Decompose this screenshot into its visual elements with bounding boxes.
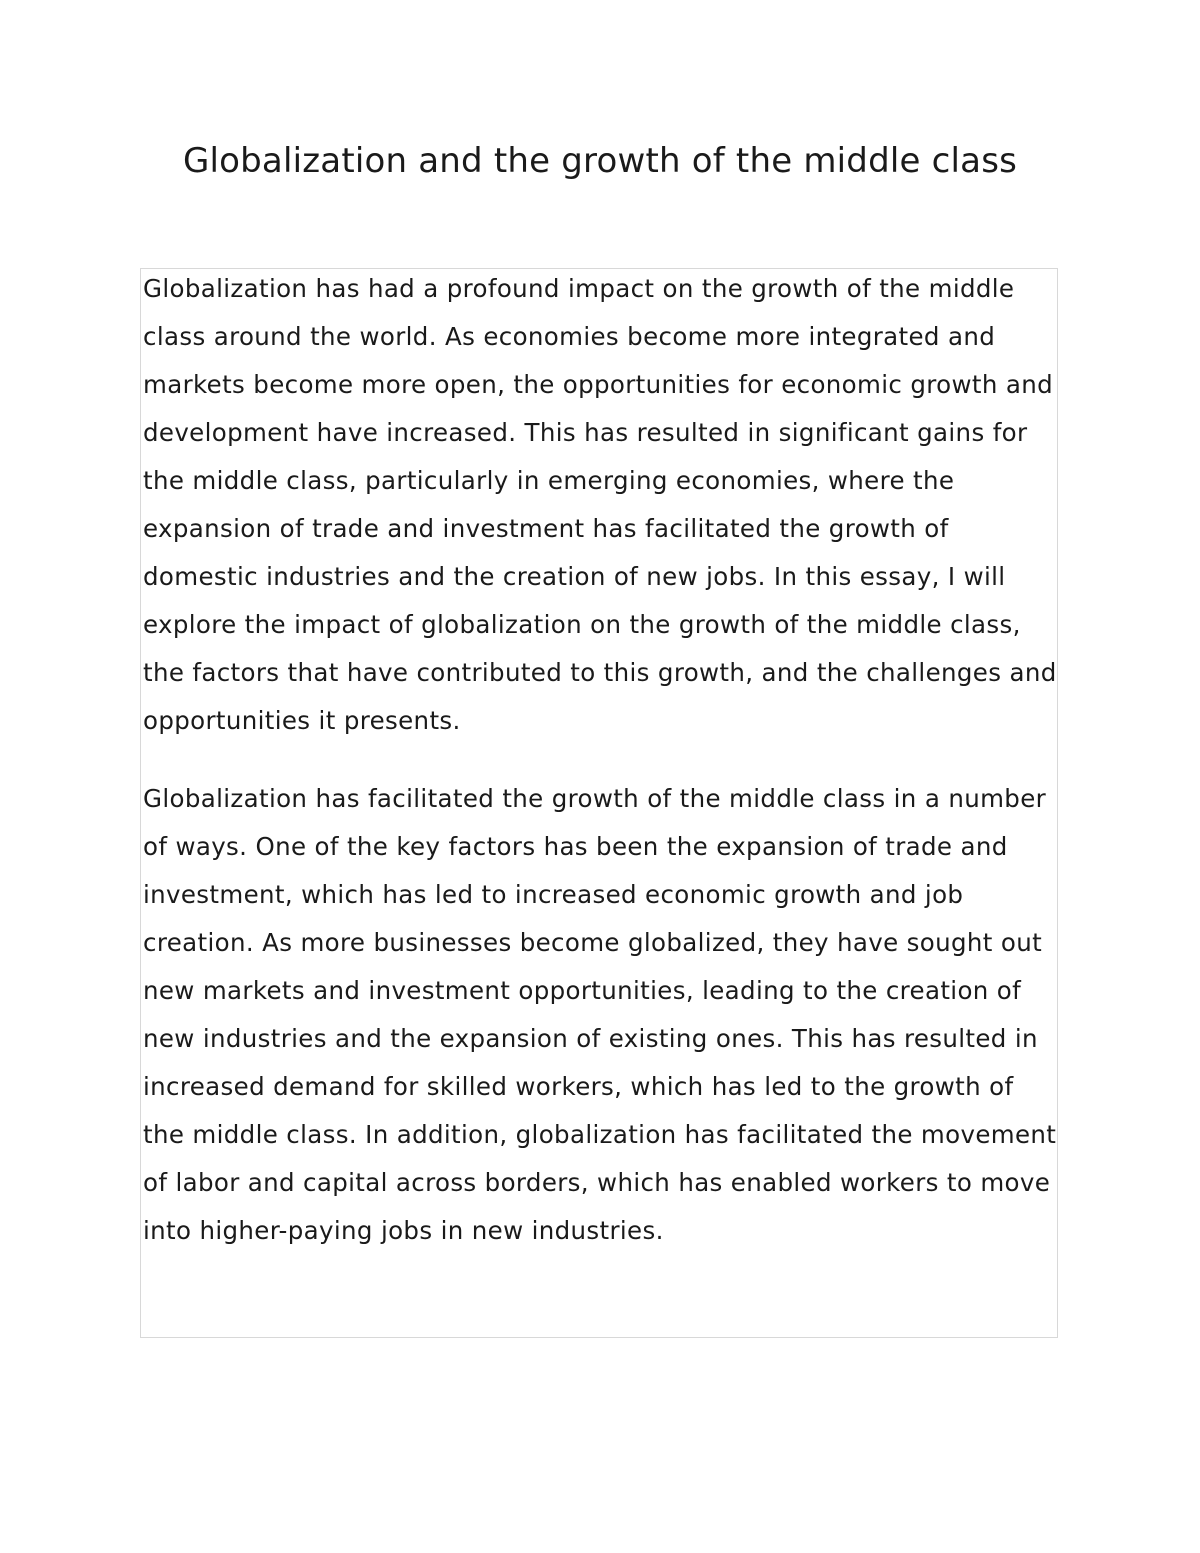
body-text-frame bbox=[140, 268, 1058, 1338]
document-title: Globalization and the growth of the middle class bbox=[182, 141, 1018, 181]
paragraph-2: Globalization has facilitated the growth of the middle class in a number of ways. One of the key factors has been the expansion of trade and investment, which has led to increased economic growth and job creation. As more businesses become globalized, they have sought out new markets and investment opportunities, leading to the creation of new industries and the expansion of existing ones. This has resulted in increased demand for skilled workers, which has led to the growth of the middle class. In addition, globalization has facilitated the movement of labor and capital across borders, which has enabled workers to move into higher-paying jobs in new industries. bbox=[143, 784, 1057, 1245]
paragraph-1: Globalization has had a profound impact on the growth of the middle class around the world. As economies become more integrated and markets become more open, the opportunities for economic growth and development have increased. This has resulted in significant gains for the middle class, particularly in emerging economies, where the expansion of trade and investment has facilitated the growth of domestic industries and the creation of new jobs. In this essay, I will explore the impact of globalization on the growth of the middle class, the factors that have contributed to this growth, and the challenges and opportunities it presents. bbox=[143, 274, 1057, 735]
